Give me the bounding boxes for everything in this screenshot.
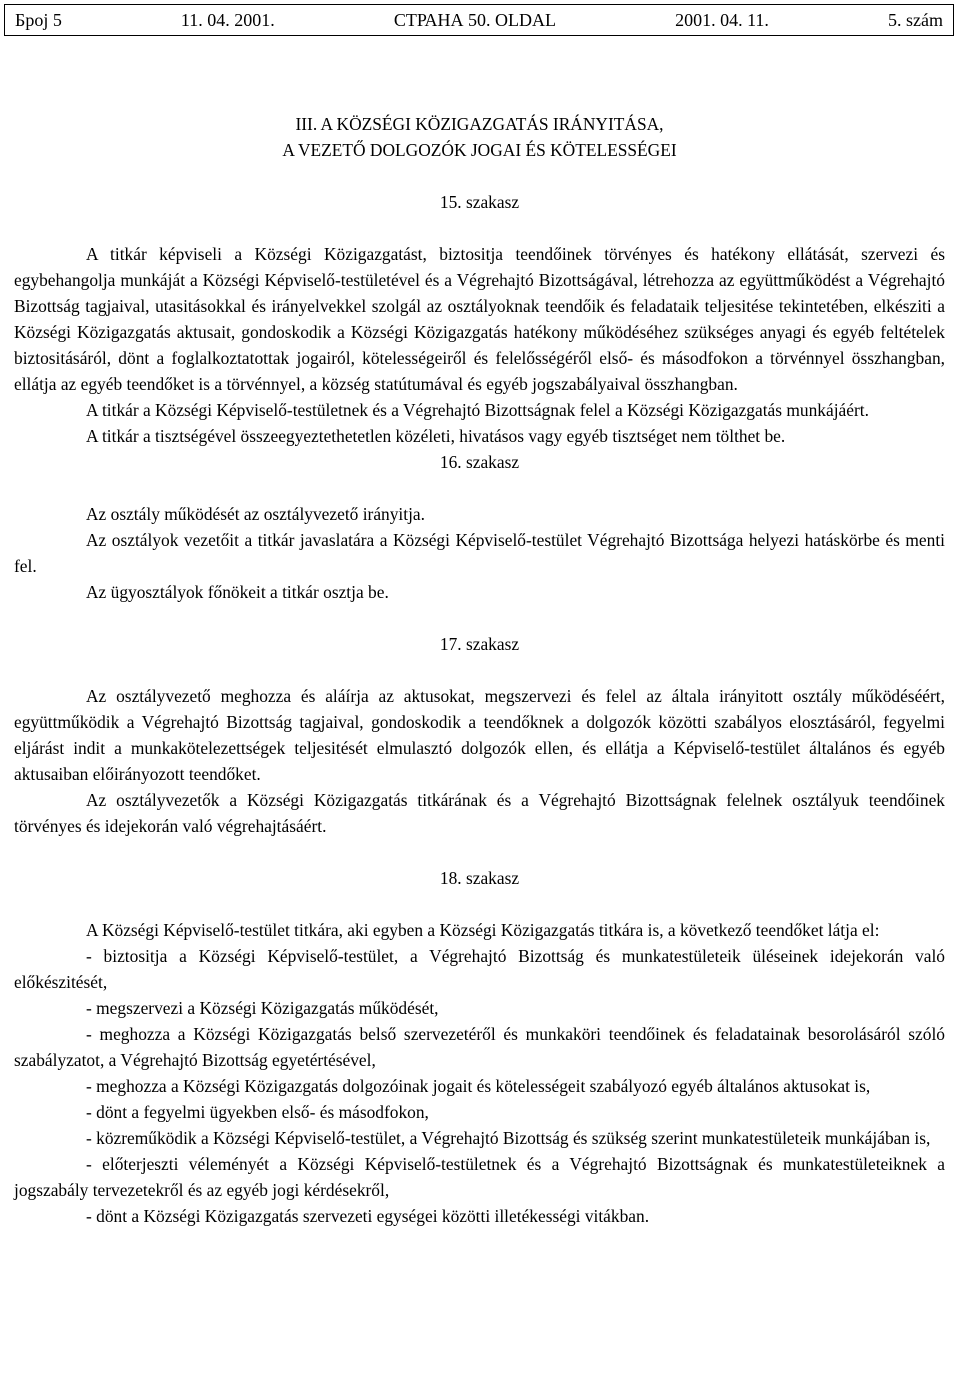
list-item: - meghozza a Községi Közigazgatás dolgozóinak jogait és kötelességeit szabályozó egyéb általános aktusokat is,: [86, 1076, 871, 1096]
header-page-number: СТРАНА 50. OLDAL: [393, 10, 557, 30]
list-item: - közreműködik a Községi Képviselő-testület, a Végrehajtó Bizottság és szükség szerint munkatestületeik munkájában is,: [86, 1128, 931, 1148]
section-17-title: 17. szakasz: [439, 634, 520, 654]
chapter-title-line1: III. A KÖZSÉGI KÖZIGAZGATÁS IRÁNYITÁSA,: [295, 114, 664, 134]
section-17-paragraph-2: Az osztályvezetők a Községi Közigazgatás titkárának és a Végrehajtó Bizottságnak felelnek osztályuk teendőinek törvényes és idejekorán való végrehajtásáért.: [14, 790, 945, 836]
list-item: - előterjeszti véleményét a Községi Képviselő-testületnek és a Végrehajtó Bizottságnak és munkatestületeiknek a jogszabály tervezetekről és az egyéb jogi kérdésekről,: [14, 1154, 945, 1200]
header-date-sr: 11. 04. 2001.: [180, 10, 275, 30]
document-body: [14, 111, 945, 1229]
section-16-paragraph-2: Az osztályok vezetőit a titkár javaslatára a Községi Képviselő-testület Végrehajtó Bizottsága helyezi hatáskörbe és menti fel.: [14, 530, 945, 576]
page-header: [4, 4, 954, 36]
section-16-paragraph-1: Az osztály működését az osztályvezető irányitja.: [86, 504, 425, 524]
section-16-paragraph-3: Az ügyosztályok főnökeit a titkár osztja be.: [86, 582, 389, 602]
list-item: - meghozza a Községi Közigazgatás belső szervezetéről és munkaköri teendőinek és feladatainak besorolásáról szóló szabályzatot, a Végrehajtó Bizottság egyetértésével,: [14, 1024, 945, 1070]
header-szam: 5. szám: [887, 10, 943, 30]
list-item: - megszervezi a Községi Közigazgatás működését,: [86, 998, 439, 1018]
chapter-title-line2: A VEZETŐ DOLGOZÓK JOGAI ÉS KÖTELESSÉGEI: [282, 140, 677, 160]
list-item: - dönt a fegyelmi ügyekben első- és másodfokon,: [86, 1102, 429, 1122]
section-18-title: 18. szakasz: [439, 868, 520, 888]
section-15-paragraph-3: A titkár a tisztségével összeegyeztethetetlen közéleti, hivatásos vagy egyéb tisztséget nem tölthet be.: [86, 426, 786, 446]
header-broj: Број 5: [15, 10, 62, 30]
header-date-hu: 2001. 04. 11.: [675, 10, 769, 30]
section-18-paragraph-1: A Községi Képviselő-testület titkára, aki egyben a Községi Közigazgatás titkára is, a következő teendőket látja el:: [86, 920, 880, 940]
section-17-paragraph-1: Az osztályvezető meghozza és aláírja az aktusokat, megszervezi és felel az általa irányitott osztály működéséért, együttműködik a Végrehajtó Bizottság tagjaival, gondoskodik a teendőknek a dolgozók közötti szabályos elosztásáról, fegyelmi eljárást indit a munkakötelezettségek teljesitését elmulasztó dolgozók ellen, és ellátja a Képviselő-testület általános és egyéb aktusaiban előirányozott teendőket.: [14, 686, 945, 784]
section-15-paragraph-2: A titkár a Községi Képviselő-testületnek és a Végrehajtó Bizottságnak felel a Községi Közigazgatás munkájáért.: [86, 400, 869, 420]
list-item: - biztositja a Községi Képviselő-testület, a Végrehajtó Bizottság és munkatestületeik üléseinek idejekorán való előkészitését,: [14, 946, 945, 992]
section-16-title: 16. szakasz: [439, 452, 520, 472]
section-15-paragraph-1: A titkár képviseli a Községi Közigazgatást, biztositja teendőinek törvényes és hatékony ellátását, szervezi és egybehangolja munkáját a Községi Képviselő-testületével és a Végrehajtó Bizottságával, létrehozza az együttműködést a Végrehajtó Bizottság tagjaival, utasitásokkal és irányelvekkel szolgál az osztályoknak teendőik és feladataik teljesitése tekintetében, elkésziti a Községi Közigazgatás aktusait, gondoskodik a Községi Közigazgatás hatékony működéséhez szükséges anyagi és egyéb feltételek biztositásáról, dönt a foglalkoztatottak jogairól, kötelességeiről és felelősségéről első- és másodfokon a törvénnyel összhangban, ellátja az egyéb teendőket is a törvénnyel, a község statútumával és egyéb jogszabályaival összhangban.: [14, 244, 945, 394]
list-item: - dönt a Községi Közigazgatás szervezeti egységei közötti illetékességi vitákban.: [86, 1206, 650, 1226]
section-15-title: 15. szakasz: [439, 192, 520, 212]
